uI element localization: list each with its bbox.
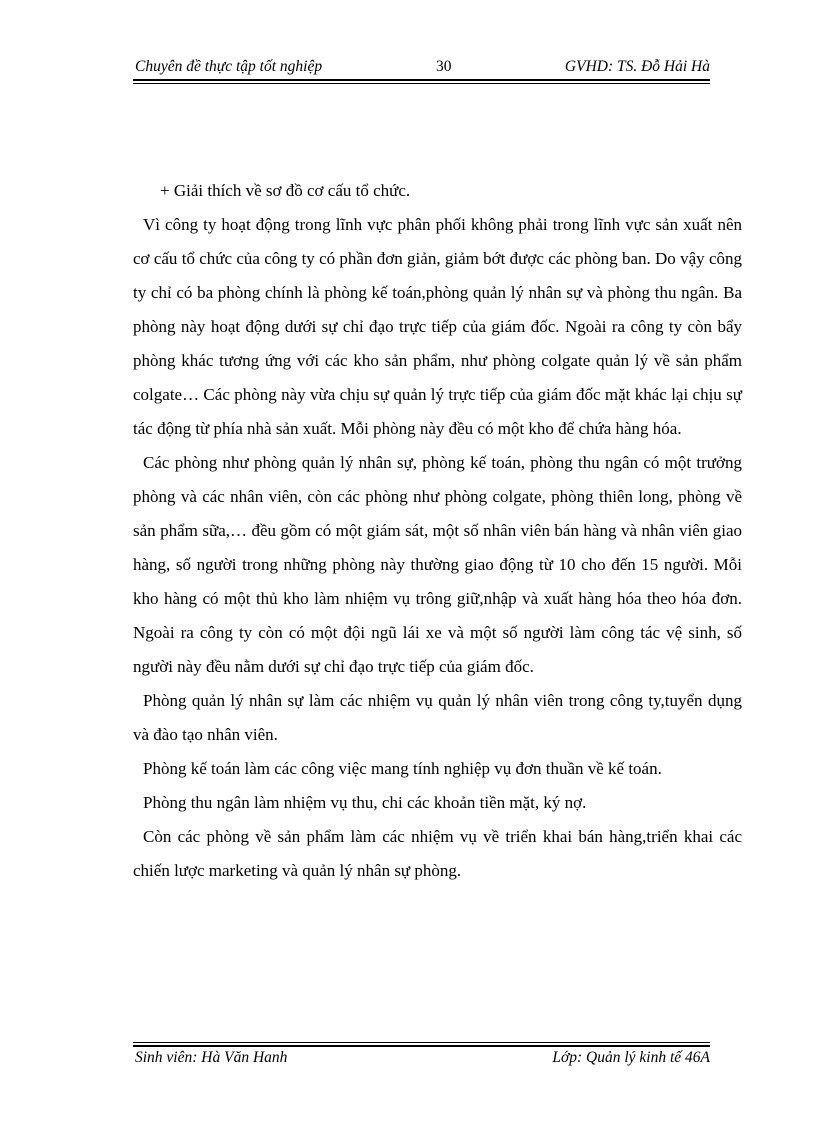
page-header xyxy=(133,58,710,80)
footer-divider xyxy=(133,1042,710,1047)
paragraph-product-departments: Còn các phòng về sản phẩm làm các nhiệm vụ về triển khai bán hàng,triển khai các chiến lược marketing và quản lý nhân sự phòng. xyxy=(133,827,742,880)
paragraph-accounting-department: Phòng kế toán làm các công việc mang tính nghiệp vụ đơn thuần về kế toán. xyxy=(143,759,662,778)
page-footer xyxy=(133,1049,710,1071)
header-supervisor: GVHD: TS. Đỗ Hải Hà xyxy=(564,58,710,75)
paragraph-departments-staff: Các phòng như phòng quản lý nhân sự, phòng kế toán, phòng thu ngân có một trưởng phòng và các nhân viên, còn các phòng như phòng colgate, phòng thiên long, phòng về sản phẩm sữa,… đều gồm có một giám sát, một số nhân viên bán hàng và nhân viên giao hàng, số người trong những phòng này thường giao động từ 10 cho đến 15 người. Mỗi kho hàng có một thủ kho làm nhiệm vụ trông giữ,nhập và xuất hàng hóa theo hóa đơn. Ngoài ra công ty còn có một đội ngũ lái xe và một số người làm công tác vệ sinh, số người này đều nằm dưới sự chỉ đạo trực tiếp của giám đốc. xyxy=(133,453,742,676)
footer-student: Sinh viên: Hà Văn Hanh xyxy=(135,1049,288,1066)
paragraph-org-structure: Vì công ty hoạt động trong lĩnh vực phân phối không phải trong lĩnh vực sản xuất nên cơ cấu tổ chức của công ty có phần đơn giản, giảm bớt được các phòng ban. Do vậy công ty chỉ có ba phòng chính là phòng kế toán,phòng quản lý nhân sự và phòng thu ngân. Ba phòng này hoạt động dưới sự chỉ đạo trực tiếp của giám đốc. Ngoài ra công ty còn bẩy phòng khác tương ứng với các kho sản phẩm, như phòng colgate quản lý về sản phẩm colgate… Các phòng này vừa chịu sự quản lý trực tiếp của giám đốc mặt khác lại chịu sự tác động từ phía nhà sản xuất. Mỗi phòng này đều có một kho để chứa hàng hóa. xyxy=(133,215,742,438)
header-report-title: Chuyên đề thực tập tốt nghiệp xyxy=(135,58,323,75)
section-heading: + Giải thích về sơ đồ cơ cấu tổ chức. xyxy=(160,181,411,200)
footer-class: Lớp: Quản lý kinh tế 46A xyxy=(552,1049,710,1066)
paragraph-hr-department: Phòng quản lý nhân sự làm các nhiệm vụ quản lý nhân viên trong công ty,tuyển dụng và đào tạo nhân viên. xyxy=(133,691,742,744)
paragraph-cashier-department: Phòng thu ngân làm nhiệm vụ thu, chi các khoản tiền mặt, ký nợ. xyxy=(143,793,587,812)
header-page-number: 30 xyxy=(436,58,452,75)
document-body xyxy=(133,174,742,888)
header-divider xyxy=(133,79,710,84)
